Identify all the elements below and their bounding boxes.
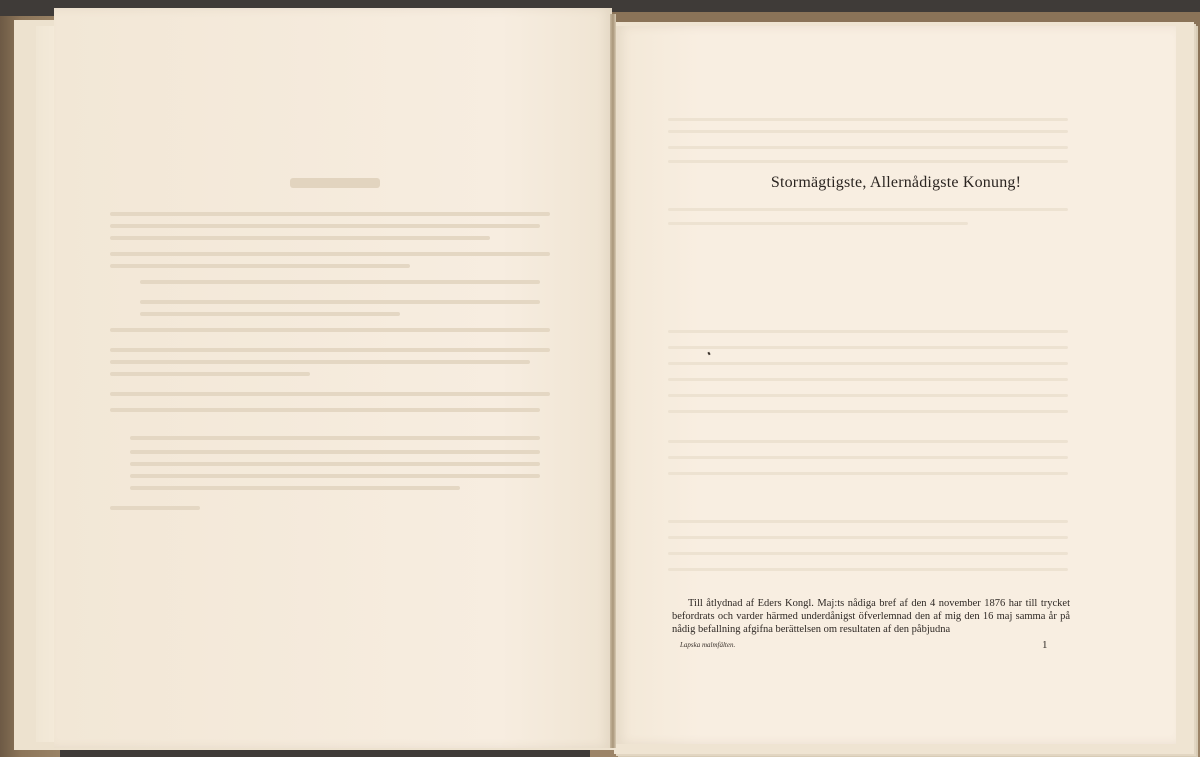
page-heading: Stormägtigste, Allernådigste Konung!	[770, 174, 1022, 191]
footnote-signature: Lapska malmfälten.	[680, 641, 736, 649]
page-number: 1	[1042, 639, 1048, 651]
show-through-text	[100, 160, 560, 520]
body-paragraph: Till åtlydnad af Eders Kongl. Maj:ts nådiga bref af den 4 november 1876 har till trycket befordrats och varder härmed underdånigst öfverlemnad den af mig den 16 maj samma år på nådig befallning afgifna berättelsen om resultaten af den påbjudna	[672, 598, 1070, 635]
right-page	[616, 26, 1176, 744]
